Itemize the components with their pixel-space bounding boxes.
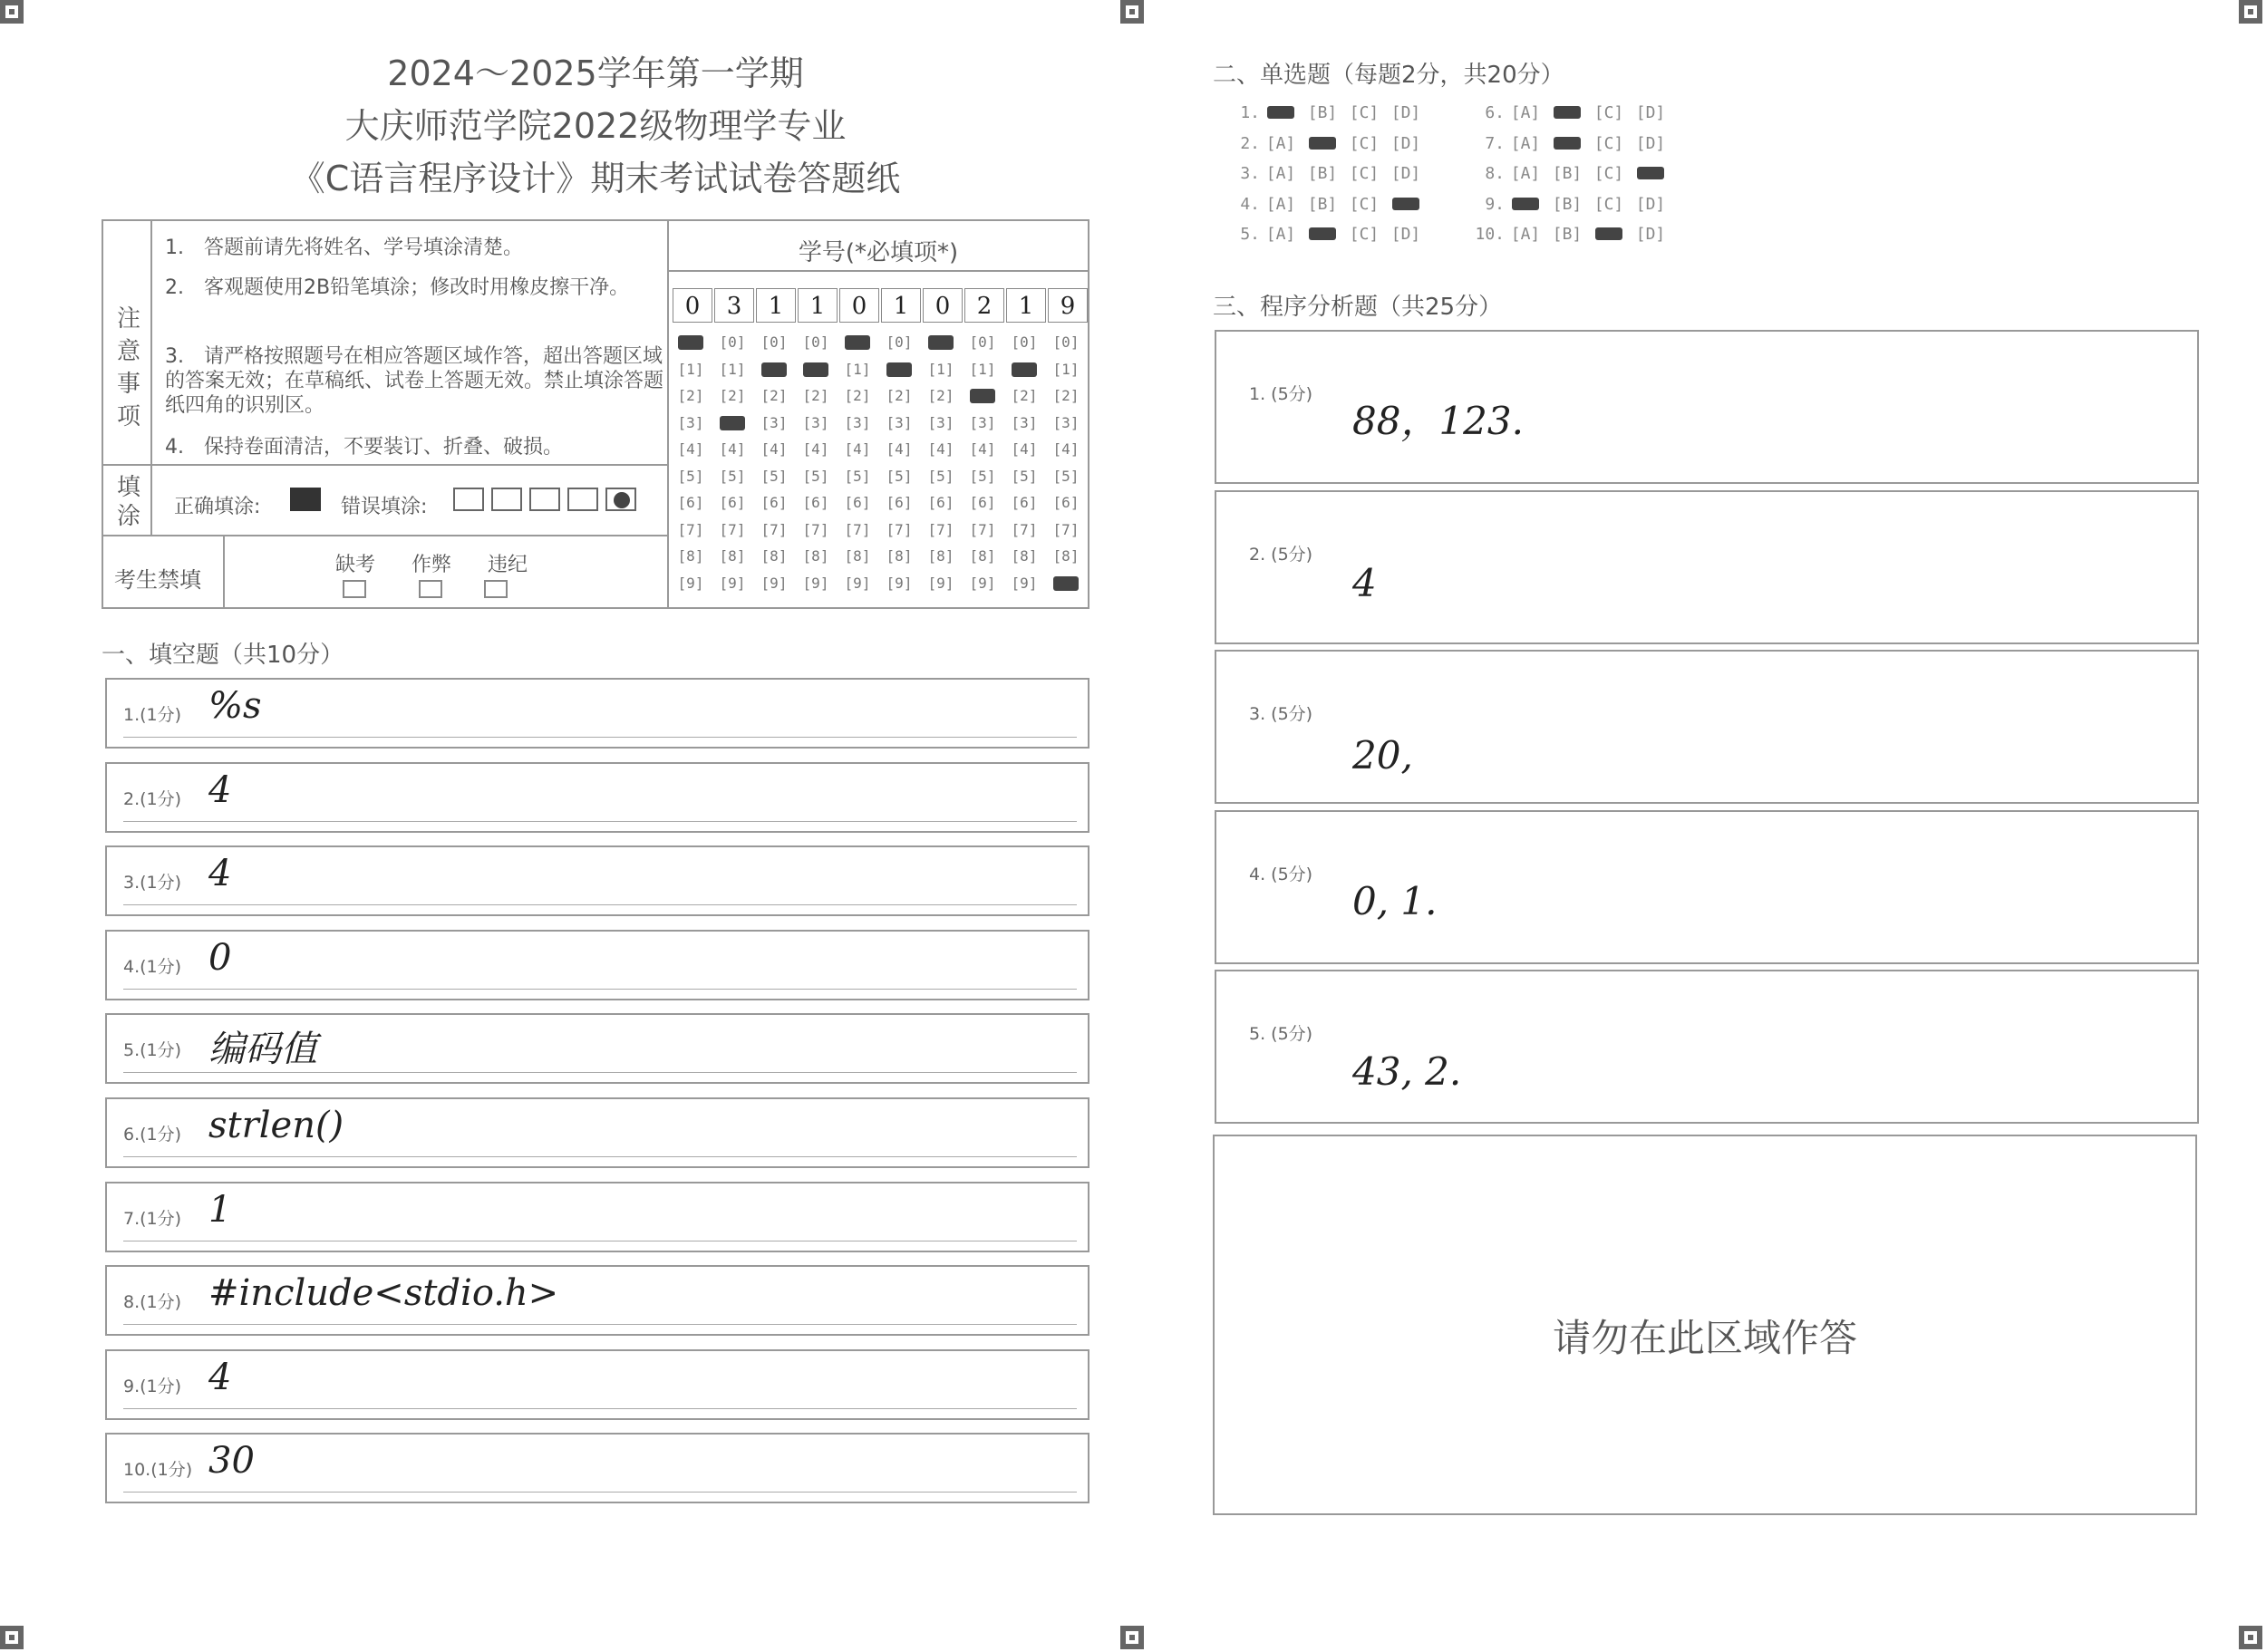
fill-blank-box[interactable] <box>105 1349 1089 1420</box>
mcq-option-bubble[interactable]: [A] <box>1510 103 1541 122</box>
wrong-fill-sample-line <box>491 488 522 511</box>
wrong-fill-label: 错误填涂: <box>341 496 428 518</box>
answer-line <box>123 821 1077 822</box>
student-id-bubble[interactable]: [4] <box>1052 440 1080 458</box>
mcq-option-bubble[interactable]: [A] <box>1510 164 1541 183</box>
student-id-bubble[interactable]: [8] <box>1011 547 1038 565</box>
cheat-checkbox[interactable] <box>419 580 442 598</box>
student-id-bubble[interactable]: [0] <box>886 333 913 351</box>
mcq-option-bubble[interactable]: [B] <box>1552 225 1583 244</box>
student-id-bubble[interactable]: [1] <box>969 360 996 378</box>
exam-status-cheat: 作弊 <box>412 554 452 576</box>
student-id-bubble[interactable]: [7] <box>1052 520 1080 538</box>
student-id-bubble[interactable]: [9] <box>719 574 746 592</box>
fill-blank-answer: 4 <box>208 768 232 811</box>
fill-blank-label: 3.(1分) <box>123 873 182 894</box>
student-id-bubble[interactable]: [9] <box>927 574 954 592</box>
mcq-question-row <box>1224 225 1427 244</box>
answer-line <box>123 1156 1077 1157</box>
fill-blank-label: 2.(1分) <box>123 788 182 809</box>
student-id-bubble[interactable]: [6] <box>802 494 829 511</box>
fill-blank-label: 1.(1分) <box>123 705 182 725</box>
student-id-bubble[interactable]: [7] <box>844 520 871 538</box>
correct-fill-sample <box>290 488 321 511</box>
fill-blank-label: 6.(1分) <box>123 1125 182 1145</box>
student-id-digit[interactable]: 1 <box>881 288 921 323</box>
mcq-option-bubble[interactable]: [D] <box>1635 103 1666 122</box>
student-id-bubble[interactable]: [7] <box>886 520 913 538</box>
student-id-bubble[interactable] <box>756 361 792 378</box>
mcq-option-bubble[interactable]: [C] <box>1349 133 1380 153</box>
fill-blank-box[interactable] <box>105 1013 1089 1084</box>
mcq-option-bubble[interactable]: [B] <box>1552 194 1583 214</box>
mcq-option-bubble[interactable]: [C] <box>1593 194 1624 214</box>
student-id-bubble[interactable]: [4] <box>677 440 704 458</box>
student-id-bubble[interactable] <box>1006 361 1042 378</box>
mcq-option-bubble[interactable]: [C] <box>1349 164 1380 183</box>
student-id-bubble[interactable]: [9] <box>760 574 788 592</box>
answer-line <box>123 904 1077 905</box>
student-id-bubble[interactable]: [2] <box>719 387 746 404</box>
exam-term-title: 2024～2025学年第一学期 <box>387 53 804 93</box>
student-id-bubble[interactable]: [9] <box>969 574 996 592</box>
student-id-bubble[interactable]: [4] <box>886 440 913 458</box>
mcq-question-number: 8. <box>1485 164 1505 183</box>
student-id-bubble[interactable]: [8] <box>802 547 829 565</box>
student-id-bubble[interactable]: [1] <box>677 360 704 378</box>
student-id-bubble[interactable]: [6] <box>1011 494 1038 511</box>
corner-mark-top-left <box>0 0 24 24</box>
student-id-bubble[interactable]: [2] <box>844 387 871 404</box>
mcq-option-bubble[interactable]: [D] <box>1390 225 1421 244</box>
program-analysis-box[interactable] <box>1215 330 2199 484</box>
mcq-option-bubble[interactable]: [A] <box>1510 225 1541 244</box>
student-id-bubble[interactable]: [6] <box>1052 494 1080 511</box>
student-id-bubble[interactable]: [3] <box>1011 413 1038 431</box>
student-id-bubble[interactable]: [0] <box>802 333 829 351</box>
mcq-question-row <box>1468 195 1671 214</box>
answer-line <box>123 1408 1077 1409</box>
fill-blank-answer: 30 <box>208 1440 255 1483</box>
mcq-option-bubble[interactable]: [B] <box>1307 164 1338 183</box>
mcq-option-bubble[interactable]: [D] <box>1635 133 1666 153</box>
student-id-bubble[interactable]: [5] <box>1011 467 1038 485</box>
mcq-option-bubble[interactable]: [D] <box>1390 164 1421 183</box>
student-id-bubble[interactable] <box>673 333 709 351</box>
fill-blank-answer: 4 <box>208 853 232 895</box>
absent-checkbox[interactable] <box>343 580 366 598</box>
student-id-bubble[interactable] <box>1048 575 1084 592</box>
student-id-bubble[interactable]: [7] <box>1011 520 1038 538</box>
fill-blank-label: 9.(1分) <box>123 1376 182 1396</box>
student-id-bubble[interactable]: [7] <box>760 520 788 538</box>
student-id-bubble[interactable]: [6] <box>677 494 704 511</box>
note-item: 4. 保持卷面清洁，不要装订、折叠、破损。 <box>165 436 563 459</box>
fill-blank-answer: #include<stdio.h> <box>208 1272 559 1315</box>
mcq-option-bubble[interactable] <box>1505 195 1546 214</box>
answer-line <box>123 737 1077 738</box>
student-id-bubble[interactable]: [3] <box>760 413 788 431</box>
student-id-bubble[interactable]: [3] <box>844 413 871 431</box>
student-id-bubble[interactable]: [4] <box>719 440 746 458</box>
student-id-digit[interactable]: 3 <box>714 288 754 323</box>
mcq-option-bubble[interactable] <box>1302 134 1343 153</box>
student-id-bubble[interactable]: [8] <box>760 547 788 565</box>
student-id-bubble[interactable]: [5] <box>719 467 746 485</box>
student-id-bubble[interactable]: [5] <box>927 467 954 485</box>
fill-blank-box[interactable] <box>105 762 1089 833</box>
program-analysis-answer: 43, 2. <box>1352 1049 1462 1094</box>
mcq-question-number: 10. <box>1475 225 1505 244</box>
student-id-bubble[interactable]: [0] <box>760 333 788 351</box>
mcq-question-number: 7. <box>1485 133 1505 153</box>
student-id-bubble[interactable]: [7] <box>802 520 829 538</box>
student-id-bubble[interactable]: [5] <box>760 467 788 485</box>
mcq-option-bubble[interactable]: [A] <box>1265 194 1296 214</box>
no-answer-zone-text: 请勿在此区域作答 <box>1552 1316 1857 1360</box>
student-id-digit[interactable]: 1 <box>756 288 796 323</box>
student-id-digit[interactable]: 9 <box>1048 288 1088 323</box>
fill-blank-label: 10.(1分) <box>123 1460 193 1481</box>
student-id-bubble[interactable]: [7] <box>719 520 746 538</box>
student-id-bubble[interactable]: [2] <box>802 387 829 404</box>
mcq-question-number: 5. <box>1240 225 1260 244</box>
student-id-bubble[interactable]: [5] <box>1052 467 1080 485</box>
student-id-bubble[interactable]: [1] <box>927 360 954 378</box>
student-id-bubble[interactable]: [2] <box>1052 387 1080 404</box>
note-item: 1. 答题前请先将姓名、学号填涂清楚。 <box>165 237 523 259</box>
student-id-bubble[interactable]: [6] <box>969 494 996 511</box>
student-id-digit[interactable]: 0 <box>839 288 879 323</box>
student-id-bubble[interactable] <box>881 361 917 378</box>
student-id-bubble[interactable]: [3] <box>677 413 704 431</box>
mcq-question-row <box>1224 134 1427 153</box>
wrong-fill-sample-dash <box>529 488 560 511</box>
student-id-bubble[interactable]: [0] <box>1011 333 1038 351</box>
fill-blank-label: 8.(1分) <box>123 1292 182 1313</box>
student-id-bubble[interactable]: [4] <box>927 440 954 458</box>
mcq-question-row <box>1224 195 1427 214</box>
student-id-bubble[interactable]: [6] <box>886 494 913 511</box>
mcq-option-bubble[interactable]: [D] <box>1635 194 1666 214</box>
student-id-bubble[interactable]: [1] <box>1052 360 1080 378</box>
student-id-bubble[interactable]: [0] <box>719 333 746 351</box>
student-id-bubble[interactable] <box>798 361 834 378</box>
exam-school-title: 大庆师范学院2022级物理学专业 <box>344 106 847 146</box>
student-id-bubble[interactable]: [8] <box>927 547 954 565</box>
mcq-question-number: 1. <box>1240 103 1260 122</box>
mcq-question-number: 3. <box>1240 164 1260 183</box>
student-id-bubble[interactable]: [3] <box>969 413 996 431</box>
student-id-bubble[interactable] <box>923 333 959 351</box>
corner-mark-bottom-left <box>0 1626 24 1649</box>
mcq-option-bubble[interactable]: [D] <box>1390 103 1421 122</box>
mcq-question-number: 9. <box>1485 194 1505 214</box>
student-id-digit[interactable]: 1 <box>798 288 838 323</box>
corner-mark-top-center <box>1120 0 1144 24</box>
student-id-bubble[interactable]: [2] <box>886 387 913 404</box>
mcq-question-row <box>1224 103 1427 122</box>
mcq-question-row <box>1468 134 1671 153</box>
program-analysis-label: 4. (5分) <box>1249 864 1313 884</box>
info-box <box>102 219 1089 609</box>
program-analysis-answer: 20, <box>1352 733 1413 778</box>
student-id-bubble[interactable]: [4] <box>760 440 788 458</box>
mcq-option-bubble[interactable] <box>1546 134 1588 153</box>
mcq-option-bubble[interactable]: [C] <box>1349 103 1380 122</box>
student-id-bubble[interactable]: [8] <box>677 547 704 565</box>
student-id-bubble[interactable]: [8] <box>969 547 996 565</box>
mcq-question-row <box>1468 103 1671 122</box>
student-id-bubble[interactable]: [7] <box>969 520 996 538</box>
wrong-fill-sample-dot <box>605 488 636 511</box>
fill-blank-answer: 编码值 <box>208 1029 317 1071</box>
fill-blank-label: 4.(1分) <box>123 956 182 977</box>
student-id-bubble[interactable]: [6] <box>760 494 788 511</box>
corner-mark-bottom-right <box>2239 1626 2262 1649</box>
student-id-bubble[interactable]: [4] <box>1011 440 1038 458</box>
mcq-question-row <box>1468 225 1671 244</box>
student-id-bubble[interactable]: [5] <box>677 467 704 485</box>
mcq-question-number: 6. <box>1485 103 1505 122</box>
fill-blank-answer: strlen() <box>208 1105 344 1146</box>
mcq-question-number: 2. <box>1240 133 1260 153</box>
mcq-question-number: 4. <box>1240 194 1260 214</box>
mcq-option-bubble[interactable]: [C] <box>1349 225 1380 244</box>
answer-line <box>123 1492 1077 1493</box>
program-analysis-label: 1. (5分) <box>1249 384 1313 404</box>
mcq-option-bubble[interactable]: [C] <box>1593 164 1624 183</box>
answer-line <box>123 1324 1077 1325</box>
student-id-bubble[interactable]: [9] <box>1011 574 1038 592</box>
violation-checkbox[interactable] <box>484 580 508 598</box>
program-analysis-answer: 88，123. <box>1352 399 1524 443</box>
student-id-bubble[interactable]: [3] <box>1052 413 1080 431</box>
mcq-option-bubble[interactable]: [B] <box>1552 164 1583 183</box>
student-id-bubble[interactable]: [9] <box>677 574 704 592</box>
student-id-bubble[interactable]: [8] <box>719 547 746 565</box>
fill-blank-box[interactable] <box>105 1265 1089 1336</box>
student-id-bubble[interactable]: [9] <box>802 574 829 592</box>
mcq-option-bubble[interactable]: [D] <box>1635 225 1666 244</box>
mcq-option-bubble[interactable]: [C] <box>1593 133 1624 153</box>
program-analysis-box[interactable] <box>1215 650 2199 804</box>
student-id-bubble[interactable]: [7] <box>927 520 954 538</box>
program-analysis-label: 5. (5分) <box>1249 1024 1313 1044</box>
mcq-option-bubble[interactable]: [C] <box>1593 103 1624 122</box>
mcq-option-bubble[interactable] <box>1302 225 1343 244</box>
fill-blank-box[interactable] <box>105 678 1089 749</box>
fill-blank-answer: %s <box>208 685 262 727</box>
mcq-option-bubble[interactable]: [B] <box>1307 103 1338 122</box>
correct-fill-label: 正确填涂: <box>174 496 261 518</box>
student-id-bubble[interactable]: [9] <box>844 574 871 592</box>
answer-line <box>123 1072 1077 1073</box>
program-analysis-answer: 0, 1. <box>1352 878 1438 923</box>
fill-blank-box[interactable] <box>105 1097 1089 1168</box>
student-id-digit[interactable]: 1 <box>1006 288 1046 323</box>
corner-mark-bottom-center <box>1120 1626 1144 1649</box>
answer-line <box>123 989 1077 990</box>
fill-blank-label: 7.(1分) <box>123 1208 182 1229</box>
student-id-bubble[interactable]: [2] <box>1011 387 1038 404</box>
mcq-option-bubble[interactable]: [A] <box>1510 133 1541 153</box>
exam-status-heading: 考生禁填 <box>114 567 201 593</box>
mcq-option-bubble[interactable]: [B] <box>1307 194 1338 214</box>
exam-status-absent: 缺考 <box>335 554 376 576</box>
program-analysis-box[interactable] <box>1215 810 2199 964</box>
student-id-bubble[interactable] <box>964 387 1001 404</box>
program-analysis-box[interactable] <box>1215 490 2199 644</box>
student-id-bubble[interactable]: [1] <box>719 360 746 378</box>
student-id-bubble[interactable] <box>839 333 876 351</box>
student-id-bubble[interactable]: [3] <box>927 413 954 431</box>
mcq-option-bubble[interactable]: [A] <box>1265 225 1296 244</box>
student-id-bubble[interactable]: [2] <box>760 387 788 404</box>
mcq-option-bubble[interactable] <box>1546 103 1588 122</box>
notes-heading: 注意事项 <box>116 305 140 430</box>
mcq-question-row <box>1224 164 1427 183</box>
fill-blank-label: 5.(1分) <box>123 1040 182 1061</box>
note-item: 3. 请严格按照题号在相应答题区域作答，超出答题区域的答案无效；在草稿纸、试卷上答题无效。禁止填涂答题纸四角的识别区。 <box>165 345 664 417</box>
student-id-bubble[interactable]: [0] <box>1052 333 1080 351</box>
mcq-option-bubble[interactable]: [C] <box>1349 194 1380 214</box>
student-id-bubble[interactable] <box>714 414 750 431</box>
exam-course-title: 《C语言程序设计》期末考试试卷答题纸 <box>290 159 901 198</box>
mcq-option-bubble[interactable] <box>1385 195 1427 214</box>
program-analysis-answer: 4 <box>1352 560 1377 605</box>
student-id-bubble[interactable]: [1] <box>844 360 871 378</box>
student-id-bubble[interactable]: [5] <box>886 467 913 485</box>
student-id-bubble[interactable]: [6] <box>844 494 871 511</box>
student-id-bubble[interactable]: [5] <box>844 467 871 485</box>
student-id-digit[interactable]: 0 <box>673 288 712 323</box>
wrong-fill-sample-check <box>453 488 484 511</box>
student-id-bubble[interactable]: [4] <box>802 440 829 458</box>
student-id-title: 学号(*必填项*) <box>798 239 959 266</box>
fill-blank-box[interactable] <box>105 1182 1089 1252</box>
student-id-bubble[interactable]: [9] <box>886 574 913 592</box>
program-analysis-box[interactable] <box>1215 970 2199 1124</box>
student-id-bubble[interactable]: [6] <box>719 494 746 511</box>
fill-blank-box[interactable] <box>105 845 1089 916</box>
section2-title: 二、单选题（每题2分，共20分） <box>1213 62 1564 89</box>
wrong-fill-sample-empty <box>567 488 598 511</box>
mcq-option-bubble[interactable]: [A] <box>1265 164 1296 183</box>
section1-title: 一、填空题（共10分） <box>102 642 344 669</box>
exam-status-violation: 违纪 <box>488 554 528 576</box>
section3-title: 三、程序分析题（共25分） <box>1213 294 1503 321</box>
note-item: 2. 客观题使用2B铅笔填涂；修改时用橡皮擦干净。 <box>165 276 630 299</box>
mcq-option-bubble[interactable]: [A] <box>1265 133 1296 153</box>
program-analysis-label: 3. (5分) <box>1249 704 1313 724</box>
student-id-bubble[interactable]: [3] <box>886 413 913 431</box>
mcq-option-bubble[interactable]: [D] <box>1390 133 1421 153</box>
student-id-bubble[interactable]: [7] <box>677 520 704 538</box>
student-id-bubble[interactable]: [0] <box>969 333 996 351</box>
student-id-bubble[interactable]: [2] <box>677 387 704 404</box>
mcq-option-bubble[interactable] <box>1630 164 1671 183</box>
student-id-bubble[interactable]: [8] <box>886 547 913 565</box>
fill-blank-box[interactable] <box>105 930 1089 1000</box>
student-id-bubble[interactable]: [4] <box>969 440 996 458</box>
fill-blank-answer: 1 <box>208 1188 232 1231</box>
student-id-digit[interactable]: 2 <box>964 288 1004 323</box>
fill-blank-answer: 4 <box>208 1356 232 1398</box>
mcq-option-bubble[interactable] <box>1588 225 1630 244</box>
fill-heading: 填涂 <box>116 474 140 530</box>
student-id-bubble[interactable]: [5] <box>969 467 996 485</box>
student-id-bubble[interactable]: [3] <box>802 413 829 431</box>
student-id-bubble[interactable]: [8] <box>844 547 871 565</box>
student-id-bubble[interactable]: [6] <box>927 494 954 511</box>
corner-mark-top-right <box>2239 0 2262 24</box>
student-id-bubble[interactable]: [8] <box>1052 547 1080 565</box>
student-id-digit[interactable]: 0 <box>923 288 963 323</box>
student-id-bubble[interactable]: [2] <box>927 387 954 404</box>
program-analysis-label: 2. (5分) <box>1249 544 1313 565</box>
mcq-option-bubble[interactable] <box>1260 103 1302 122</box>
mcq-question-row <box>1468 164 1671 183</box>
fill-blank-box[interactable] <box>105 1433 1089 1503</box>
student-id-bubble[interactable]: [5] <box>802 467 829 485</box>
fill-blank-answer: 0 <box>208 936 232 979</box>
no-answer-zone <box>1213 1135 2197 1515</box>
student-id-bubble[interactable]: [4] <box>844 440 871 458</box>
